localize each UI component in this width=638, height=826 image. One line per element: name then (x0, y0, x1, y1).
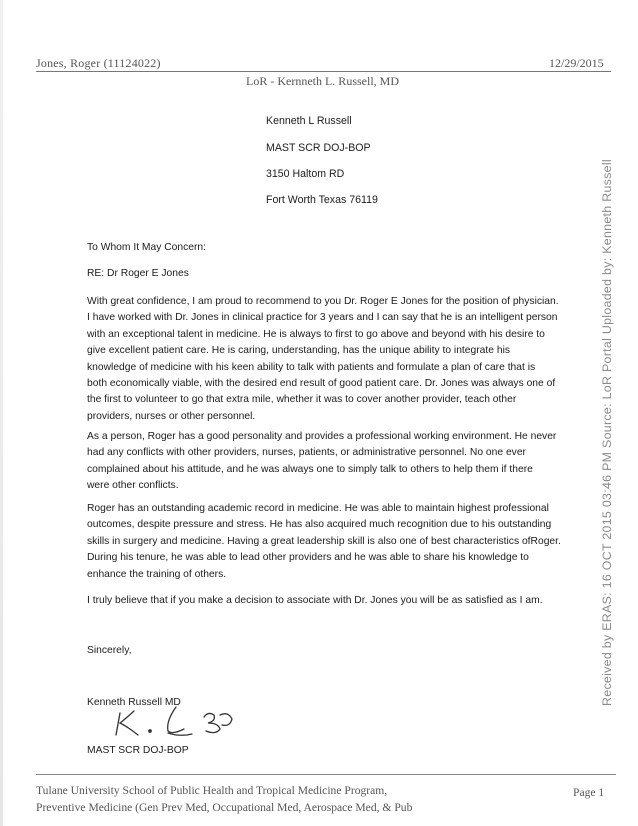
eras-received-stamp: Received by ERAS: 16 OCT 2015 03:46 PM Source: LoR Portal Uploaded by: Kenneth Russell (600, 159, 614, 706)
footer-program: Tulane University School of Public Health and Tropical Medicine Program, (36, 784, 388, 797)
scan-edge (0, 0, 3, 826)
paragraph-line: Roger has an outstanding academic record in medicine. He was able to maintain highest professional (87, 503, 549, 514)
footer-divider (36, 774, 616, 775)
paragraph-line: I have worked with Dr. Jones in clinical practice for 3 years and I can say that he is an intelligent person (87, 312, 558, 324)
sender-name: Kenneth L Russell (266, 115, 352, 127)
handwritten-signature (108, 701, 238, 743)
header-subtitle: LoR - Kernneth L. Russell, MD (246, 74, 399, 88)
paragraph-line: both economically viable, with the desired end result of good patient care. Dr. Jones was always one of (87, 378, 556, 390)
paragraph-line: the first to volunteer to go that extra mile, whether it was to cover another provider, teach other (87, 394, 517, 406)
paragraph-line: I truly believe that if you make a decision to associate with Dr. Jones you will be as satisfied as I am. (87, 595, 543, 606)
paragraph-line: As a person, Roger has a good personality and provides a professional working environment. He never (87, 431, 557, 442)
paragraph-line: providers, nurses or other personnel. (87, 410, 256, 422)
paragraph-line: give excellent patient care. He is caring, understanding, has the unique ability to integrate his (87, 345, 511, 357)
paragraph-line: outcomes, despite pressure and stress. He has also acquired much recognition due to his outstanding (87, 519, 552, 531)
sender-street: 3150 Haltom RD (266, 168, 345, 180)
paragraph-line: knowledge of medicine with his keen ability to talk with patients and formulate a plan of care that is (87, 361, 536, 373)
salutation: To Whom It May Concern: (87, 242, 207, 253)
paragraph-4 (87, 593, 565, 609)
header-patient: Jones, Roger (11124022) (36, 56, 161, 70)
paragraph-line: complained about his attitude, and he was always one to simply talk to others to help them if there (87, 463, 533, 475)
sender-city: Fort Worth Texas 76119 (266, 194, 378, 206)
closing: Sincerely, (87, 645, 132, 656)
paragraph-line: During his tenure, he was able to lead other providers and he was able to share his knowledge to (87, 552, 529, 564)
signer-unit: MAST SCR DOJ-BOP (87, 745, 189, 756)
paragraph-line: were other conflicts. (87, 480, 179, 492)
paragraph-line: skills in surgery and medicine. Having a great leadership skill is also one of best characteristics ofRoger. (87, 535, 561, 547)
paragraph-line: with an exceptional talent in medicine. He is always to first to go above and beyond with his desire to (87, 328, 545, 340)
page-number: Page 1 (573, 786, 605, 799)
paragraph-3 (87, 501, 565, 583)
paragraph-1 (87, 294, 565, 425)
footer-department: Preventive Medicine (Gen Prev Med, Occupational Med, Aerospace Med, & Pub (36, 801, 413, 814)
paragraph-line: had any conflicts with other providers, nurses, patients, or administrative personnel. No one ever (87, 447, 526, 459)
header-divider (36, 71, 611, 72)
signer-name: Kenneth Russell MD (87, 697, 181, 708)
header-date: 12/29/2015 (549, 56, 604, 70)
sender-unit: MAST SCR DOJ-BOP (266, 142, 371, 154)
re-line: RE: Dr Roger E Jones (87, 268, 189, 279)
paragraph-line: enhance the training of others. (87, 568, 227, 580)
paragraph-2 (87, 429, 565, 495)
paragraph-line: With great confidence, I am proud to recommend to you Dr. Roger E Jones for the position of physician. (87, 296, 559, 307)
